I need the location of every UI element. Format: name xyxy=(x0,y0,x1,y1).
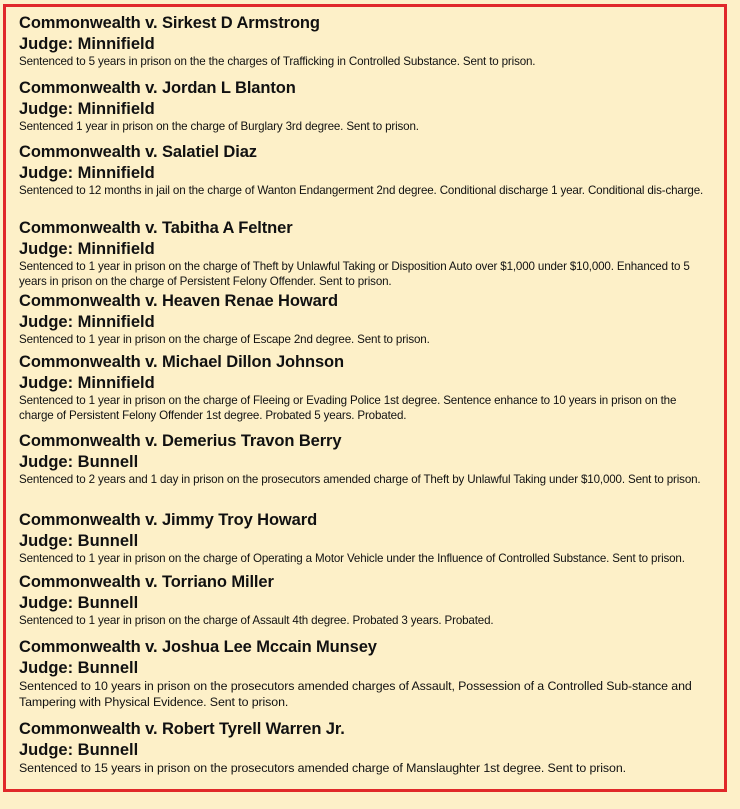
case-sentence: Sentenced to 1 year in prison on the charge of Assault 4th degree. Probated 3 years. Probated. xyxy=(19,614,494,627)
case-title: Commonwealth v. Michael Dillon Johnson xyxy=(19,353,345,371)
case-entry xyxy=(6,218,724,289)
case-entry xyxy=(6,13,724,69)
case-entry xyxy=(6,637,724,710)
case-judge: Judge: Bunnell xyxy=(19,532,139,550)
court-records-box xyxy=(3,4,727,792)
case-judge: Judge: Minnifield xyxy=(19,374,155,392)
case-entry xyxy=(6,719,724,776)
case-judge: Judge: Bunnell xyxy=(19,453,139,471)
case-entry xyxy=(6,431,724,487)
case-title: Commonwealth v. Heaven Renae Howard xyxy=(19,292,338,310)
case-sentence: Sentenced to 1 year in prison on the charge of Fleeing or Evading Police 1st degree. Sentence enhance to 10 years in prison on the charge of Persistent Felony Offender 1st degree. Probated 5 years. Probated. xyxy=(19,394,677,422)
case-entry xyxy=(6,142,724,198)
case-title: Commonwealth v. Joshua Lee Mccain Munsey xyxy=(19,638,377,656)
case-entry xyxy=(6,352,724,423)
case-title: Commonwealth v. Demerius Travon Berry xyxy=(19,432,342,450)
case-title: Commonwealth v. Tabitha A Feltner xyxy=(19,219,293,237)
case-title: Commonwealth v. Sirkest D Armstrong xyxy=(19,14,320,32)
case-judge: Judge: Minnifield xyxy=(19,164,155,182)
case-judge: Judge: Bunnell xyxy=(19,594,139,612)
case-judge: Judge: Minnifield xyxy=(19,100,155,118)
case-sentence: Sentenced to 1 year in prison on the charge of Escape 2nd degree. Sent to prison. xyxy=(19,333,430,346)
case-judge: Judge: Bunnell xyxy=(19,741,139,759)
case-title: Commonwealth v. Salatiel Diaz xyxy=(19,143,257,161)
case-sentence: Sentenced to 5 years in prison on the the charges of Trafficking in Controlled Substance. Sent to prison. xyxy=(19,55,536,68)
case-sentence: Sentenced to 15 years in prison on the prosecutors amended charge of Manslaughter 1st degree. Sent to prison. xyxy=(19,761,626,775)
case-sentence: Sentenced to 1 year in prison on the charge of Operating a Motor Vehicle under the Influence of Controlled Substance. Sent to prison. xyxy=(19,552,685,565)
case-sentence: Sentenced to 10 years in prison on the prosecutors amended charges of Assault, Possession of a Controlled Sub-stance and Tampering with Physical Evidence. Sent to prison. xyxy=(19,679,692,709)
case-sentence: Sentenced to 12 months in jail on the charge of Wanton Endangerment 2nd degree. Conditional discharge 1 year. Conditional dis-charge. xyxy=(19,184,704,197)
case-judge: Judge: Bunnell xyxy=(19,659,139,677)
case-title: Commonwealth v. Jordan L Blanton xyxy=(19,79,296,97)
case-sentence: Sentenced to 2 years and 1 day in prison on the prosecutors amended charge of Theft by Unlawful Taking under $10,000. Sent to prison. xyxy=(19,473,701,486)
case-entry xyxy=(6,291,724,347)
case-judge: Judge: Minnifield xyxy=(19,313,155,331)
case-judge: Judge: Minnifield xyxy=(19,240,155,258)
case-sentence: Sentenced to 1 year in prison on the charge of Theft by Unlawful Taking or Disposition Auto over $1,000 under $10,000. Enhanced to 5 years in prison on the charge of Persistent Felony Offender. Sent to prison. xyxy=(19,260,690,288)
case-title: Commonwealth v. Jimmy Troy Howard xyxy=(19,511,318,529)
case-entry xyxy=(6,572,724,628)
case-entry xyxy=(6,510,724,566)
case-title: Commonwealth v. Torriano Miller xyxy=(19,573,274,591)
case-entry xyxy=(6,78,724,134)
case-judge: Judge: Minnifield xyxy=(19,35,155,53)
case-title: Commonwealth v. Robert Tyrell Warren Jr. xyxy=(19,720,345,738)
case-sentence: Sentenced 1 year in prison on the charge of Burglary 3rd degree. Sent to prison. xyxy=(19,120,419,133)
